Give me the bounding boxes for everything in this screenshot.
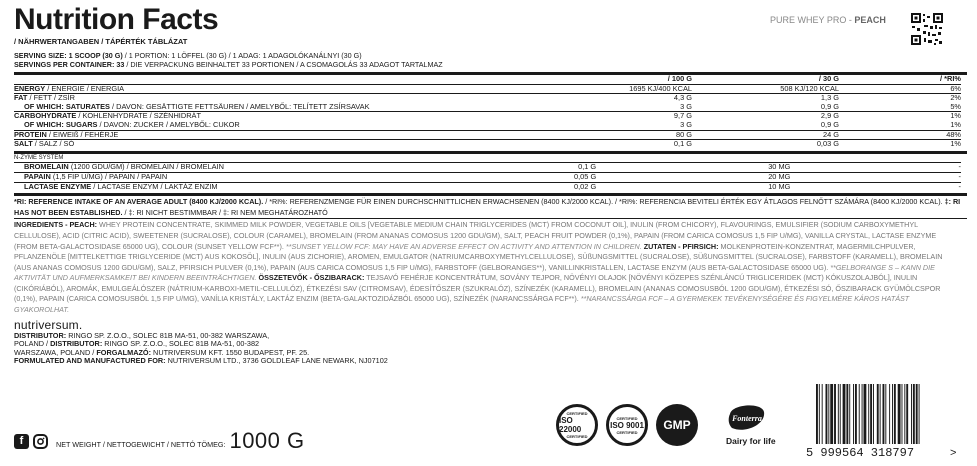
- nutrient-rest: / EIWEIß / FEHÉRJE: [46, 129, 119, 139]
- barcode-bar: [828, 384, 829, 444]
- value-ri: 5%: [950, 101, 961, 111]
- value-ri: 2%: [869, 94, 961, 103]
- value-ri: -: [906, 182, 961, 191]
- osszetevok-warning: **NARANCSSÁRGA FCF – A GYERMEKEK TEVÉKENYSÉGÉRE ÉS FIGYELMÉRE KÁROS HATÁST GYAKOROLHAT.: [14, 294, 910, 315]
- table-row: [14, 182, 961, 191]
- nutrient-lead: OF WHICH: SUGARS: [24, 119, 98, 129]
- barcode-bar: [913, 384, 915, 444]
- zutaten-label: ZUTATEN - PFIRSICH:: [641, 241, 719, 251]
- barcode-icon: [802, 380, 962, 460]
- barcode-bar: [840, 384, 841, 444]
- barcode-bar: [883, 384, 885, 444]
- ri-na-text: / ‡: RI NICHT BESTIMMBAR / ‡: RI NEM MEGHATÁROZHATÓ: [122, 207, 328, 217]
- barcode-bar: [889, 384, 890, 444]
- barcode-bar: [885, 384, 886, 444]
- barcode-bar: [892, 384, 893, 444]
- value-ri: 1%: [869, 140, 961, 149]
- ingredients-text: WHEY PROTEIN CONCENTRATE, SKIMMED MILK POWDER, VEGETABLE OILS [VEGETABLE MEDIUM CHAIN TRIGLYCERIDES (MCT) FROM COCONUT OIL], INULIN (FROM CHICORY), FLAVOURINGS, EMULSIFIER (SODIUM CARBOXYMETHYL CELLULOSE), ACID (CITRIC ACID), SWEETENER (SUCRALOSE), COLOUR (CARAMEL), BROMELAIN (FROM ANANAS COMOSUS 1200 GDU/GM), SALT, PEACH FRUIT POWDER (0,1%), PAPAIN (FROM CARICA COMOSUS 1,5 FIP U/MG), VANILLA CRYSTAL, LACTASE ENZYME (FROM BETA-GALACTOSIDASE 65000 UG), COLOUR (SUNSET YELLOW FCF**).: [14, 220, 937, 251]
- value-ri: 6%: [869, 84, 961, 94]
- distributor-text: NUTRIVERSUM KFT. 1550 BUDAPEST, PF. 25.: [151, 347, 310, 357]
- barcode-bar: [873, 384, 874, 444]
- enzyme-lead: BROMELAIN: [24, 162, 69, 172]
- reference-note: [14, 197, 961, 218]
- barcode-bar: [846, 384, 848, 444]
- product-name: [770, 15, 886, 25]
- value-100g: 4,3 G: [574, 94, 699, 103]
- nutrient-rest: / DAVON: ZUCKER / AMELYBŐL: CUKOR: [97, 119, 240, 129]
- iso-22000-badge-icon: [556, 404, 598, 446]
- fonterra-tagline: Dairy for life: [726, 436, 776, 446]
- distributor-info: [14, 332, 967, 366]
- table-header: [14, 75, 961, 84]
- qr-code-icon: [910, 12, 944, 46]
- barcode-bar: [855, 384, 857, 444]
- nutrient-lead: ENERGY: [14, 83, 46, 93]
- nutrient-lead: OF WHICH: SATURATES: [24, 101, 110, 111]
- ri-note-bold: *RI: REFERENCE INTAKE OF AN AVERAGE ADULT (8400 KJ/2000 KCAL).: [14, 197, 264, 207]
- zutaten-warning: **GELBORANGE S – KANN DIE AKTIVITÄT UND AUFMERKSAMKEIT BEI KINDERN BEEINTRÄCHTIGEN.: [14, 262, 935, 283]
- value-ri: 1%: [950, 119, 961, 129]
- zutaten-text: MOLKENPROTEIN-KONZENTRAT, MAGERMILCHPULVER, PFLANZENÖLE [MITTELKETTIGE TRIGLYCERIDE (MCT) AUS KOKOSÖL], INULIN (AUS ZICHORIE), AROMEN, EMULGATOR (NATRIUMCARBOXYMETHYLCELLULOSE), SÜßUNGSMITTEL (SUCRALOSE), SÜßUNGSMITTEL (SUCRALOSE), FARBSTOFF (KARAMELL), BROMELAIN (AUS ANANAS COMOSUS 1200 GDU/GM), SALZ, PFIRSICH PULVER (0,1%), PAPAIN (AUS CARICA COMOSUS 1,5 FIP U/MG), FARBSTOFF (GELBORANGES**), VANILLINKRISTALLEN, LACTASE ENZYM (AUS BETA-GALACTOSIDASE 65000 UG).: [14, 241, 943, 272]
- barcode-bar: [916, 384, 918, 444]
- value-30g: 20 MG: [736, 172, 906, 182]
- ingredients: [14, 220, 961, 315]
- value-100g: 0,02 G: [574, 182, 736, 191]
- enzyme-name: [14, 182, 574, 191]
- value-100g: 1695 KJ/400 KCAL: [574, 84, 699, 94]
- enzyme-lead: LACTASE ENZYME: [24, 181, 92, 191]
- distributor-label: DISTRIBUTOR:: [50, 339, 103, 349]
- barcode-bar: [902, 384, 903, 444]
- manufacturer-label: FORMULATED AND MANUFACTURED FOR:: [14, 356, 166, 366]
- enzyme-caption: N-ZYME SYSTEM: [14, 154, 64, 161]
- nutrient-name: [14, 140, 574, 149]
- table-row: [14, 140, 961, 149]
- value-100g: 9,7 G: [574, 112, 699, 121]
- barcode-bar: [919, 384, 920, 444]
- enzyme-rest: / LACTASE ENZYM / LAKTÁZ ENZIM: [91, 181, 218, 191]
- iso-9001-badge-icon: [606, 404, 648, 446]
- distributor-text: RINGO SP. Z.O.O., SOLEC 81B MA-51, 00-382 WARSZAWA,: [66, 330, 270, 340]
- barcode-bar: [870, 384, 872, 444]
- barcode-arrow: >: [950, 447, 957, 459]
- nutrient-rest: / KOHLENHYDRATE / SZÉNHIDRÁT: [76, 111, 201, 121]
- barcode-bar: [819, 384, 820, 444]
- badge-main-text: ISO 9001: [610, 420, 644, 430]
- osszetevok-label: ÖSSZETEVŐK - ŐSZIBARACK:: [256, 273, 365, 283]
- barcode-bar: [849, 384, 850, 444]
- divider: [14, 218, 967, 219]
- badge-bottom-text: CERTIFIED: [566, 434, 588, 439]
- page-title: Nutrition Facts: [14, 3, 219, 36]
- barcode-bar: [864, 384, 867, 444]
- net-weight-row: [14, 428, 305, 454]
- ri-note-text: / *RI%: REFERENZMENGE FÜR EINEN DURCHSCHNITTLICHEN ERWACHSENEN (8400 KJ/2000 KCAL). / *RI%: REFERENCIA BEVITELI ÉRTÉK EGY ÁTLAGOS FELNŐTT SZÁMÁRA (8400 KJ/2000 KCAL).: [263, 197, 943, 207]
- servings-text: / DIE VERPACKUNG BEINHALTET 33 PORTIONEN / A CSOMAGOLÁS 33 ADAGOT TARTALMAZ: [124, 60, 443, 69]
- value-100g: 0,1 G: [574, 163, 736, 173]
- barcode-bar: [853, 384, 854, 444]
- nutrient-rest: / DAVON: GESÄTTIGTE FETTSÄUREN / AMELYBŐL: TELÍTETT ZSÍRSAVAK: [109, 101, 370, 111]
- barcode-bar: [906, 384, 908, 444]
- nutrient-name: [14, 130, 574, 140]
- net-weight-label: NET WEIGHT / NETTOGEWICHT / NETTÓ TÖMEG:: [56, 439, 226, 449]
- nutrient-name: [14, 84, 574, 94]
- product-label: PURE WHEY PRO -: [770, 15, 855, 25]
- instagram-glyph-icon: [35, 436, 46, 447]
- badge-top-text: CERTIFIED: [616, 415, 638, 421]
- value-100g: 80 G: [574, 130, 699, 140]
- barcode-bar: [822, 384, 823, 444]
- facebook-icon[interactable]: f: [14, 434, 29, 449]
- value-100g: 0,05 G: [574, 172, 736, 182]
- value-30g: 2,9 G: [699, 112, 869, 121]
- osszetevok-text: TEJSAVÓ FEHÉRJE KONCENTRÁTUM, SOVÁNY TEJPOR, NÖVÉNYI OLAJOK [NÖVÉNYI KÖZEPES SZÉNLÁNCÚ TRIGLICERIDEK (MCT) KÓKUSZOLAJBÓL], INULIN (CIKÓRIÁBÓL), AROMÁK, EMULGEÁLÓSZER (NÁTRIUM-KARBOXI-METIL-CELLULÓZ), ÉTKEZÉSI SAV (CITROMSAV), ÉDESÍTŐSZER (SZUKRALÓZ), SZÍNEZÉK (KARAMELL), BROMELAIN (ANANAS COMOSUSBÓL 1200 GDU/GM), ÉTKEZÉSI SÓ, ŐSZIBARACK GYÜMÖLCSPOR (0,1%), PAPAIN (CARICA COMOSUSBÓL 1,5 FIP U/MG), VANÍLIA KRISTÁLY, LAKTÁZ ENZIM (BETA-GALAKTOZIDÁZBÓL 65000 UG), SZÍNEZÉK (NARANCSSÁRGA FCF**).: [14, 273, 941, 304]
- value-ri: -: [906, 172, 961, 182]
- value-30g: 0,9 G: [820, 101, 839, 111]
- barcode-bar: [830, 384, 833, 444]
- net-weight-value: 1000 G: [229, 428, 305, 453]
- ingredients-warning: **SUNSET YELLOW FCF: MAY HAVE AN ADVERSE EFFECT ON ACTIVITY AND ATTENTION IN CHILDREN.: [285, 241, 642, 251]
- forgalmazo-label: FORGALMAZÓ:: [96, 347, 152, 357]
- serving-size-text: / 1 PORTION: 1 LÖFFEL (30 G) / 1 ADAG: 1 ADAGOLÓKANÁLNYI (30 G): [122, 51, 362, 60]
- badge-bottom-text: CERTIFIED: [616, 429, 638, 435]
- subtitle: / NÄHRWERTANGABEN / TÁPÉRTÉK TÁBLÁZAT: [14, 37, 188, 46]
- value-30g: 30 MG: [736, 163, 906, 173]
- header-cell: / 100 G: [667, 74, 692, 83]
- barcode-bar: [911, 384, 912, 444]
- distributor-text: RINGO SP. Z.O.O., SOLEC 81B MA-51, 00-382: [102, 339, 260, 349]
- barcode-bar: [880, 384, 881, 444]
- enzyme-rest: (1,5 FIP U/MG) / PAPAIN / PAPAIN: [50, 171, 168, 181]
- fonterra-logo-icon: [726, 400, 768, 436]
- barcode-bar: [898, 384, 901, 444]
- value-100g: 3 G: [680, 119, 692, 129]
- nutrient-lead: CARBOHYDRATE: [14, 111, 77, 121]
- value-ri: 1%: [869, 112, 961, 121]
- value-30g: 0,9 G: [820, 119, 839, 129]
- instagram-icon[interactable]: [33, 434, 48, 449]
- value-30g: 1,3 G: [699, 94, 869, 103]
- barcode-bar: [859, 384, 860, 444]
- ri-na-bold: ‡: RI HAS NOT BEEN ESTABLISHED.: [14, 197, 961, 217]
- header-cell: / 30 G: [818, 74, 839, 83]
- value-ri: -: [906, 163, 961, 173]
- serving-size-label: SERVING SIZE: 1 SCOOP (30 G): [14, 51, 123, 60]
- barcode-bar: [877, 384, 879, 444]
- table-row: [14, 84, 961, 94]
- value-100g: 3 G: [680, 101, 692, 111]
- servings-label: SERVINGS PER CONTAINER: 33: [14, 60, 125, 69]
- value-30g: 0,03 G: [699, 140, 869, 149]
- nutrient-lead: SALT: [14, 139, 33, 149]
- header-cell: / *RI%: [940, 74, 961, 83]
- barcode-bar: [816, 384, 818, 444]
- ingredients-label: INGREDIENTS - PEACH:: [14, 220, 98, 230]
- value-100g: 0,1 G: [574, 140, 699, 149]
- nutrition-table: [14, 75, 961, 149]
- brand-logo-text: nutriversum: [14, 317, 79, 332]
- enzyme-lead: PAPAIN: [24, 171, 51, 181]
- table-row: [14, 121, 961, 130]
- barcode-bar: [834, 384, 836, 444]
- brand-logo-dot: .: [78, 317, 83, 332]
- divider: [14, 193, 967, 196]
- nutrient-rest: / SALZ / SÓ: [32, 139, 75, 149]
- value-30g: 24 G: [699, 130, 869, 140]
- value-ri: 48%: [869, 130, 961, 140]
- enzyme-table: [14, 154, 961, 191]
- value-30g: 508 KJ/120 KCAL: [699, 84, 869, 94]
- gmp-badge-icon: GMP: [656, 404, 698, 446]
- distributor-text: POLAND /: [14, 339, 51, 349]
- barcode-bar: [838, 384, 839, 444]
- nutrient-rest: / FETT / ZSÍR: [27, 93, 75, 103]
- badge-top-text: CERTIFIED: [566, 411, 588, 416]
- manufacturer-text: NUTRIVERSUM LTD., 3736 GOLDLEAF LANE NEWARK, NJ07102: [165, 356, 388, 366]
- nutrient-lead: FAT: [14, 93, 28, 103]
- serving-info: [14, 51, 967, 69]
- distributor-label: DISTRIBUTOR:: [14, 330, 67, 340]
- badge-main-text: ISO 22000: [559, 416, 582, 434]
- barcode-number: 5 999564 318797: [806, 446, 915, 460]
- enzyme-rest: (1200 GDU/GM) / BROMELAIN / BROMELAIN: [68, 162, 225, 172]
- barcode-bar: [904, 384, 905, 444]
- value-30g: 10 MG: [736, 182, 906, 191]
- brand-logo: [14, 318, 967, 332]
- nutrient-lead: PROTEIN: [14, 129, 47, 139]
- distributor-text: WARSZAWA, POLAND /: [14, 347, 97, 357]
- barcode-bar: [826, 384, 828, 444]
- fonterra-logo-text: Fonterra: [732, 414, 762, 423]
- barcode-bar: [868, 384, 869, 444]
- barcode-bar: [843, 384, 846, 444]
- product-flavor: PEACH: [854, 15, 886, 25]
- barcode-bar: [862, 384, 863, 444]
- barcode-bar: [894, 384, 896, 444]
- nutrient-rest: / ENERGIE / ENERGIA: [45, 83, 125, 93]
